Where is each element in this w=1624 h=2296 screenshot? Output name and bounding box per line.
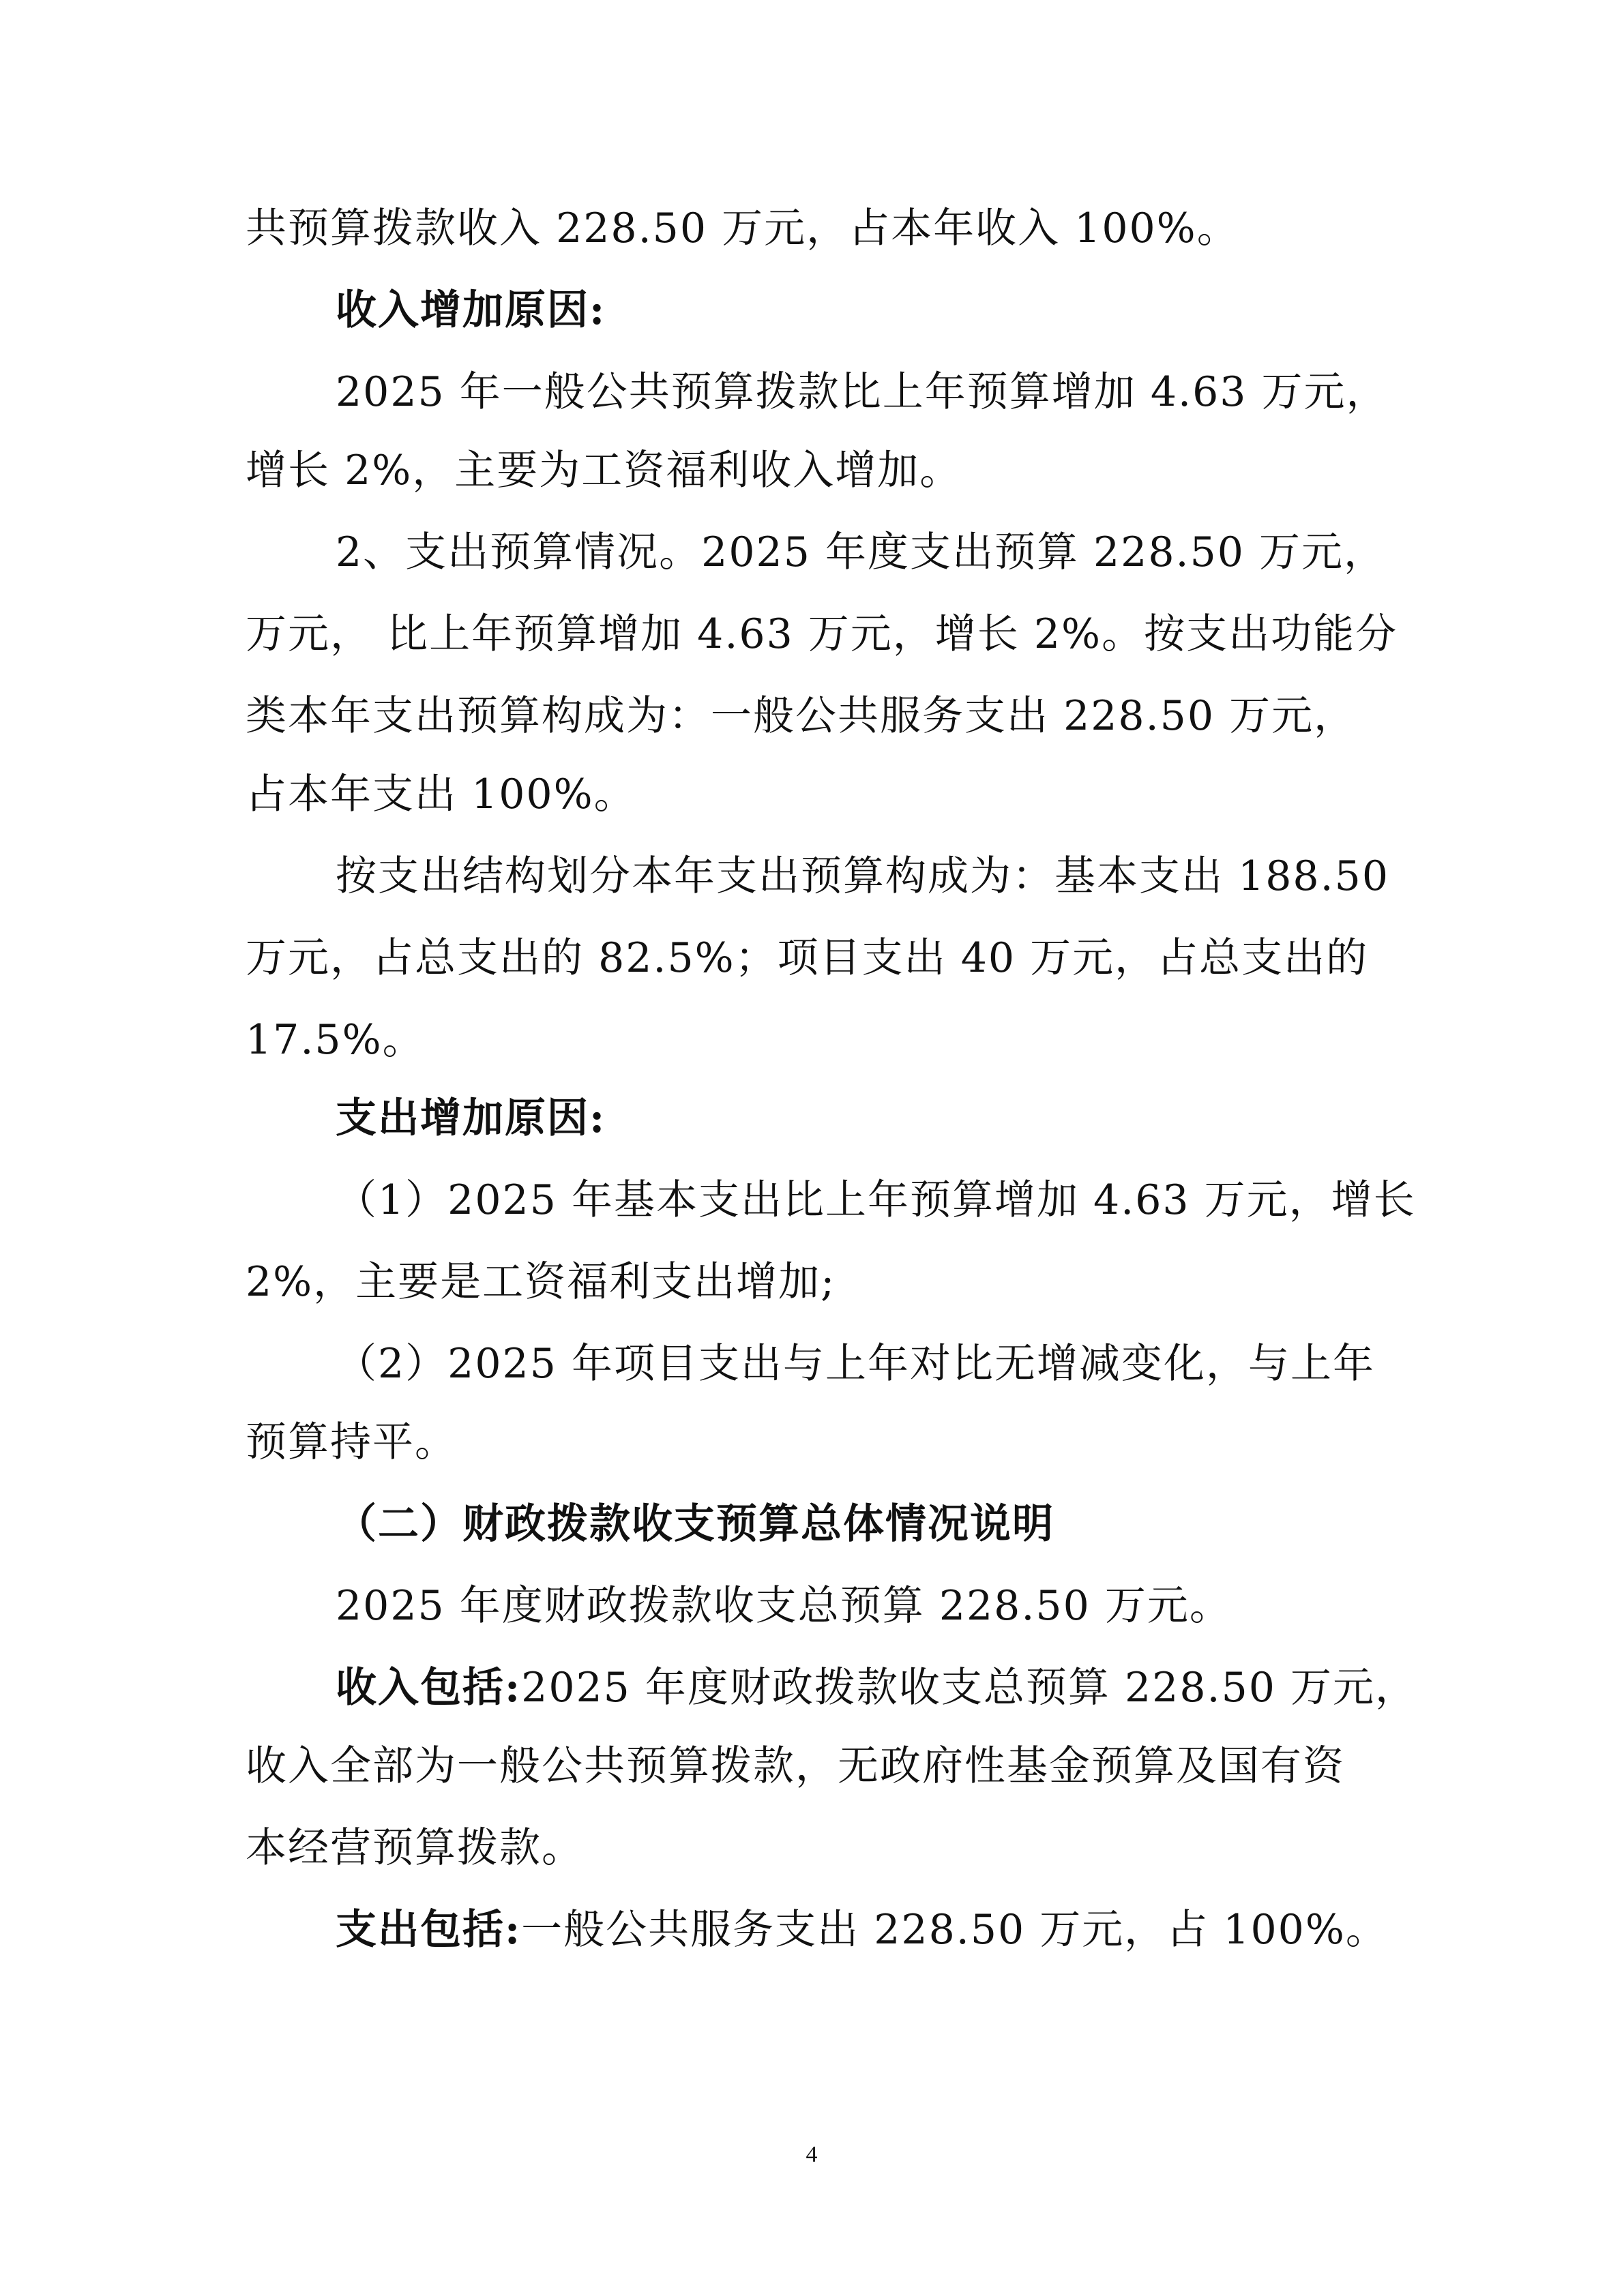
section-heading: 支出增加原因:: [336, 1094, 606, 1142]
paragraph-line: 共预算拨款收入 228.50 万元，占本年收入 100%。: [246, 205, 1239, 252]
page-number: 4: [806, 2142, 818, 2167]
paragraph-line: 万元，占总支出的 82.5%；项目支出 40 万元，占总支出的: [246, 934, 1369, 982]
paragraph-line: 2025 年度财政拨款收支总预算 228.50 万元。: [336, 1582, 1232, 1630]
income-includes-label: 收入包括:: [336, 1664, 522, 1712]
paragraph-line: （1）2025 年基本支出比上年预算增加 4.63 万元，增长: [336, 1176, 1416, 1224]
paragraph-line: 增长 2%，主要为工资福利收入增加。: [246, 447, 962, 494]
section-heading: （二）财政拨款收支预算总体情况说明: [336, 1500, 1054, 1548]
paragraph-line: 按支出结构划分本年支出预算构成为：基本支出 188.50: [336, 852, 1390, 900]
paragraph-text: 一般公共服务支出 228.50 万元，占 100%。: [521, 1906, 1388, 1954]
section-heading: 收入增加原因:: [336, 286, 606, 334]
paragraph-line: 预算持平。: [246, 1418, 457, 1466]
paragraph-line: 万元， 比上年预算增加 4.63 万元，增长 2%。按支出功能分: [246, 610, 1398, 658]
paragraph-line: 2025 年一般公共预算拨款比上年预算增加 4.63 万元，: [336, 368, 1389, 416]
paragraph-line: 收入全部为一般公共预算拨款，无政府性基金预算及国有资: [246, 1742, 1345, 1790]
paragraph-text: 2025 年度财政拨款收支总预算 228.50 万元，: [521, 1664, 1418, 1712]
paragraph-line: 本经营预算拨款。: [246, 1824, 584, 1872]
paragraph-line: [336, 1903, 1481, 1957]
paragraph-line: 2、支出预算情况。2025 年度支出预算 228.50 万元，: [336, 528, 1387, 576]
paragraph-line: （2）2025 年项目支出与上年对比无增减变化，与上年: [336, 1340, 1375, 1388]
paragraph-line: 17.5%。: [246, 1016, 425, 1064]
expense-includes-label: 支出包括:: [336, 1906, 522, 1954]
paragraph-line: 占本年支出 100%。: [246, 771, 636, 818]
paragraph-line: 2%，主要是工资福利支出增加;: [246, 1258, 836, 1306]
paragraph-line: [336, 1660, 1481, 1715]
paragraph-line: 类本年支出预算构成为：一般公共服务支出 228.50 万元，: [246, 692, 1357, 740]
